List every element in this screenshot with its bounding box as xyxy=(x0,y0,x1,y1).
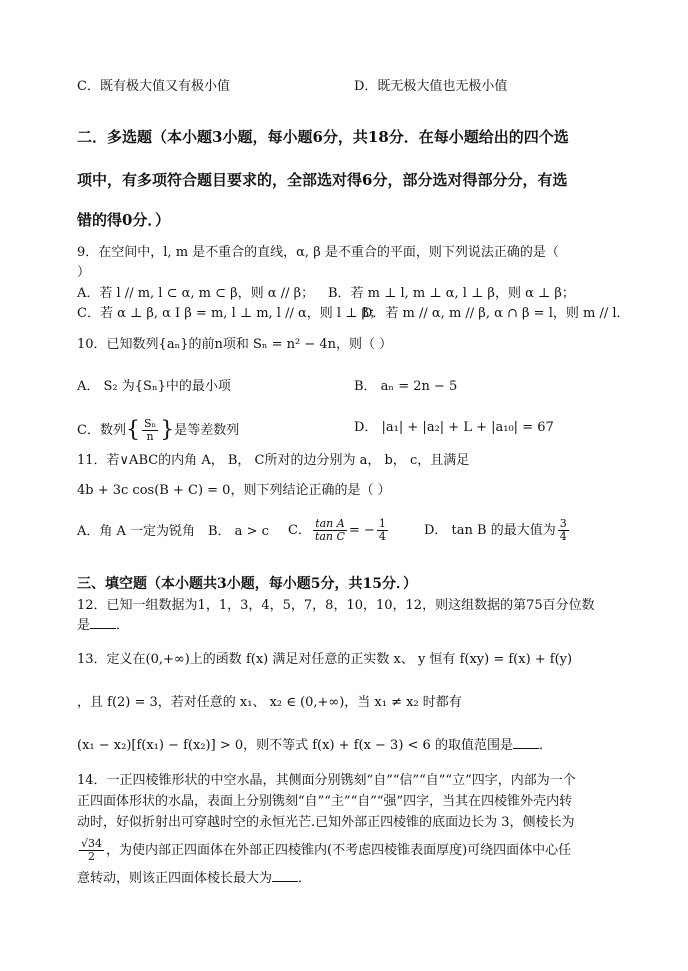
q13-line3 xyxy=(77,736,552,756)
q13-line3-end: ． xyxy=(538,738,552,753)
q11-option-c-denominator: tan C xyxy=(314,530,345,543)
q13-line3-text: (x₁ − x₂)[f(x₁) − f(x₂)] > 0，则不等式 f(x) + f(x − 3) < 6 的取值范围是 xyxy=(77,738,513,753)
q14-fraction-numerator: √34 xyxy=(81,837,103,850)
q14-answer-blank xyxy=(272,869,298,882)
q9-stem: 9．在空间中，l, m 是不重合的直线，α, β 是不重合的平面，则下列说法正确的是（ xyxy=(77,245,559,260)
q14-line3: 动时，好似折射出可穿越时空的永恒光芒.已知外部正四棱锥的底面边长为 3，侧棱长为 xyxy=(77,815,575,830)
section2-title-line1: 二．多选题（本小题3小题，每小题6分，共18分．在每小题给出的四个选 xyxy=(77,128,569,146)
q8-option-d: D．既无极大值也无极小值 xyxy=(354,79,508,94)
q11-option-a: A．角 A 一定为锐角 xyxy=(77,524,196,539)
q14-line4-text: ，为使内部正四面体在外部正四棱锥内(不考虑四棱锥表面厚度)可绕四面体中心任 xyxy=(106,843,572,858)
q11-option-c-denominator2: 4 xyxy=(378,530,386,543)
q11-option-c-fraction xyxy=(313,518,347,543)
q14-line4 xyxy=(77,838,571,863)
q11-stem-line1: 11．若∨ABC的内角 A， B， C所对的边分别为 a， b， c，且满足 xyxy=(77,453,470,468)
q9-option-d: D．若 m // α, m // β, α ∩ β = l，则 m // l． xyxy=(362,306,630,321)
q10-option-a: A． S₂ 为{Sₙ}中的最小项 xyxy=(77,379,231,394)
q13-line1: 13．定义在(0,+∞)上的函数 f(x) 满足对任意的正实数 x、 y 恒有 f(xy) = f(x) + f(y) xyxy=(77,652,573,667)
q10-stem: 10．已知数列{aₙ}的前n项和 Sₙ = n² − 4n，则（ ） xyxy=(77,337,393,352)
q10-option-c-suffix: 是等差数列 xyxy=(174,423,240,438)
q14-line1: 14．一正四棱锥形状的中空水晶，其侧面分别镌刻“自”“信”“自”“立”四字，内部为一个 xyxy=(77,773,576,788)
section2-title-line2: 项中，有多项符合题目要求的，全部选对得6分，部分选对得部分分，有选 xyxy=(77,171,568,189)
q13-line2: ，且 f(2) = 3，若对任意的 x₁、 x₂ ∈ (0,+∞)，当 x₁ ≠ x₂ 时都有 xyxy=(77,695,462,710)
q9-option-a: A．若 l // m, l ⊂ α, m ⊂ β，则 α // β； xyxy=(77,286,315,301)
section3-title: 三、填空题（本小题共3小题，每小题5分，共15分．） xyxy=(77,576,417,592)
q11-option-b: B． a > c xyxy=(208,524,269,539)
q9-stem-end: ） xyxy=(77,265,91,280)
q12-line2 xyxy=(77,616,129,636)
q12-line2-end: ． xyxy=(116,618,130,633)
q11-option-d-fraction xyxy=(558,518,569,543)
q12-line2-text: 是 xyxy=(77,618,91,633)
q12-line1: 12．已知一组数据为1，1，3，4，5，7，8，10，10，12，则这组数据的第75百分位数 xyxy=(77,598,595,613)
q11-option-c-numerator2: 1 xyxy=(378,517,386,530)
q14-line2: 正四面体形状的水晶，表面上分别镌刻“自”“主”“自”“强”四字，当其在四棱锥外壳内转 xyxy=(77,794,573,809)
q11-option-c-equals: = − xyxy=(348,523,375,538)
q12-answer-blank xyxy=(90,616,116,629)
q9-option-c: C．若 α ⊥ β, α I β = m, l ⊥ m, l // α，则 l ⊥ β； xyxy=(77,306,383,321)
q14-line5-text: 意转动，则该正四面体棱长最大为 xyxy=(77,871,273,886)
q11-option-c-fraction2 xyxy=(377,518,388,543)
q10-option-c-numerator: Sₙ xyxy=(143,417,157,430)
q11-option-c-numerator: tan A xyxy=(313,518,347,531)
q10-option-c: C．数列{ $\frac{\text{Sₙ}}{n}$ }是等差数列 xyxy=(77,417,240,443)
q11-option-d-prefix: D． tan B 的最大值为 xyxy=(424,523,556,538)
q11-stem-line2: 4b + 3c cos(B + C) = 0，则下列结论正确的是（ ） xyxy=(77,483,391,498)
q10-option-c-fraction xyxy=(142,418,158,443)
q14-side-length-fraction xyxy=(79,838,104,863)
q11-option-d xyxy=(424,518,571,543)
q11-option-c-prefix: C． xyxy=(288,523,311,538)
q14-line5 xyxy=(77,869,311,889)
q14-line5-end: ． xyxy=(298,871,312,886)
q11-option-d-denominator: 4 xyxy=(559,530,567,543)
q10-option-c-denominator: n xyxy=(146,430,154,443)
q10-option-d: D． |a₁| + |a₂| + L + |a₁₀| = 67 xyxy=(354,420,554,435)
q8-option-c: C．既有极大值又有极小值 xyxy=(77,79,230,94)
q11-option-d-numerator: 3 xyxy=(559,517,567,530)
q10-option-c-prefix: C．数列 xyxy=(77,423,126,438)
q9-option-b: B．若 m ⊥ l, m ⊥ α, l ⊥ β，则 α ⊥ β； xyxy=(328,286,575,301)
section2-title-line3: 错的得0分．） xyxy=(77,211,170,229)
q11-option-c xyxy=(288,518,390,543)
q13-answer-blank xyxy=(513,736,539,749)
q14-fraction-denominator: 2 xyxy=(88,850,95,863)
q10-option-b: B． aₙ = 2n − 5 xyxy=(354,379,458,394)
